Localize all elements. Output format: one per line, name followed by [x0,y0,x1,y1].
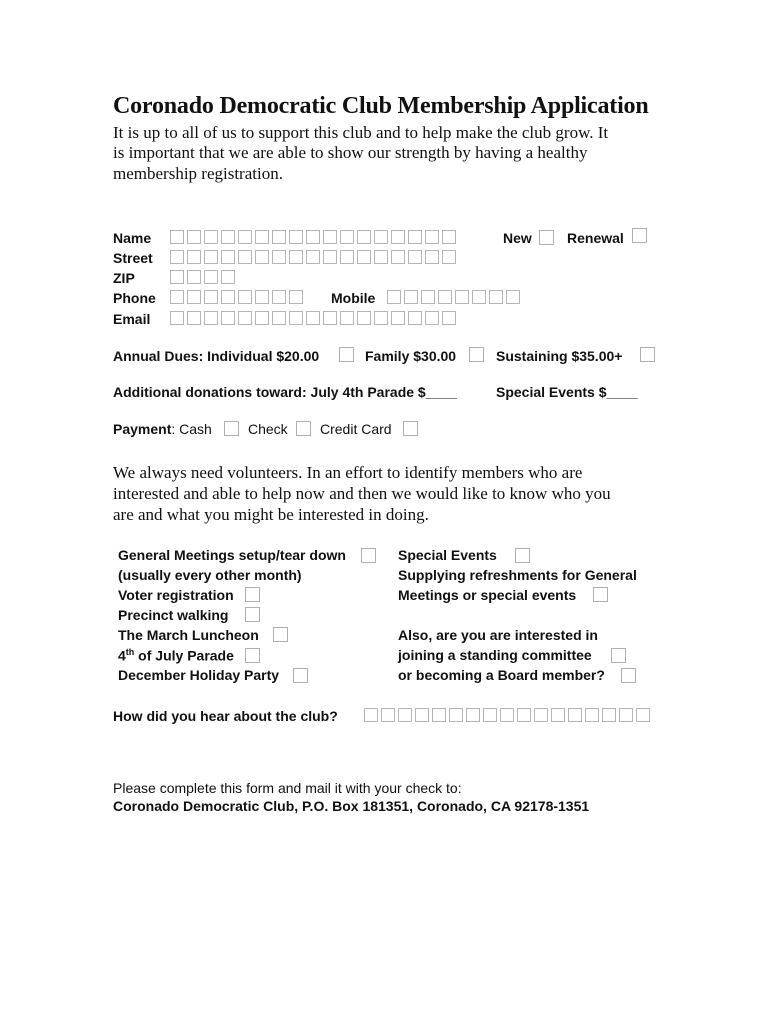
renewal-label: Renewal [567,230,624,246]
char-box[interactable] [357,250,371,264]
char-box[interactable] [381,708,395,722]
char-box[interactable] [340,230,354,244]
char-box[interactable] [483,708,497,722]
july-suffix: th [125,647,135,657]
holiday-checkbox[interactable] [293,668,308,683]
cash-checkbox[interactable] [224,421,239,436]
board-label: or becoming a Board member? [398,667,605,683]
dues-sustaining-label: Sustaining $35.00+ [496,348,623,364]
volunteer-intro-line-1: We always need volunteers. In an effort to identify members who are [113,463,583,482]
zip-label: ZIP [113,270,135,286]
char-box[interactable] [442,230,456,244]
committee-line-1: Also, are you are interested in [398,627,598,643]
char-box[interactable] [364,708,378,722]
char-box[interactable] [187,250,201,264]
char-box[interactable] [408,250,422,264]
volunteer-intro-line-3: are and what you might be interested in doing. [113,505,429,524]
char-box[interactable] [425,230,439,244]
char-box[interactable] [374,311,388,325]
char-box[interactable] [425,311,439,325]
name-label: Name [113,230,152,246]
luncheon-checkbox[interactable] [273,627,288,642]
char-box[interactable] [534,708,548,722]
char-box[interactable] [306,230,320,244]
char-box[interactable] [221,250,235,264]
payment-cash-label: : Cash [171,421,212,437]
char-box[interactable] [289,290,303,304]
char-box[interactable] [187,290,201,304]
char-box[interactable] [391,311,405,325]
char-box[interactable] [204,311,218,325]
dues-individual-label: Annual Dues: Individual $20.00 [113,348,320,364]
char-box[interactable] [357,230,371,244]
page-title: Coronado Democratic Club Membership Application [113,93,649,119]
char-box[interactable] [442,311,456,325]
check-checkbox[interactable] [296,421,311,436]
char-box[interactable] [289,250,303,264]
char-box[interactable] [187,230,201,244]
july-text: of July Parade [134,647,234,664]
payment-credit-label: Credit Card [320,421,392,437]
char-box[interactable] [323,230,337,244]
char-box[interactable] [408,230,422,244]
char-box[interactable] [619,708,633,722]
precinct-label: Precinct walking [118,607,229,623]
mobile-field[interactable] [387,290,523,304]
char-box[interactable] [187,311,201,325]
char-box[interactable] [374,250,388,264]
refreshments-line-1: Supplying refreshments for General [398,567,637,583]
street-field[interactable] [170,250,459,264]
mail-address: Coronado Democratic Club, P.O. Box 181351, Coronado, CA 92178-1351 [113,798,590,814]
char-box[interactable] [391,230,405,244]
char-box[interactable] [432,708,446,722]
july-parade-checkbox[interactable] [245,648,260,663]
char-box[interactable] [391,250,405,264]
july-number: 4 [118,647,126,664]
refreshments-checkbox[interactable] [593,587,608,602]
char-box[interactable] [323,250,337,264]
char-box[interactable] [289,230,303,244]
char-box[interactable] [238,311,252,325]
char-box[interactable] [221,311,235,325]
char-box[interactable] [204,250,218,264]
refreshments-line-2: Meetings or special events [398,587,577,603]
july-parade-label [118,647,234,664]
char-box[interactable] [636,708,650,722]
new-checkbox[interactable] [539,230,554,245]
char-box[interactable] [398,708,412,722]
char-box[interactable] [442,250,456,264]
new-label: New [503,230,532,246]
char-box[interactable] [466,708,480,722]
char-box[interactable] [187,270,201,284]
payment-label: Payment [113,421,172,437]
intro-line-3: membership registration. [113,164,283,183]
holiday-label: December Holiday Party [118,667,280,683]
char-box[interactable] [340,250,354,264]
intro-line-1: It is up to all of us to support this club and to help make the club grow. It [113,123,609,142]
char-box[interactable] [204,230,218,244]
char-box[interactable] [272,230,286,244]
char-box[interactable] [374,230,388,244]
char-box[interactable] [238,230,252,244]
char-box[interactable] [221,230,235,244]
donation-events-label: Special Events $____ [496,384,638,400]
char-box[interactable] [221,290,235,304]
payment-row [113,421,212,437]
char-box[interactable] [255,311,269,325]
char-box[interactable] [255,290,269,304]
sustaining-checkbox[interactable] [640,347,655,362]
voter-label: Voter registration [118,587,234,603]
board-checkbox[interactable] [621,668,636,683]
meetings-checkbox[interactable] [361,548,376,563]
char-box[interactable] [517,708,531,722]
char-box[interactable] [204,270,218,284]
char-box[interactable] [204,290,218,304]
name-field[interactable] [170,230,459,244]
char-box[interactable] [415,708,429,722]
char-box[interactable] [449,708,463,722]
char-box[interactable] [387,290,401,304]
char-box[interactable] [408,311,422,325]
char-box[interactable] [500,708,514,722]
phone-field[interactable] [170,290,306,304]
char-box[interactable] [472,290,486,304]
char-box[interactable] [551,708,565,722]
credit-card-checkbox[interactable] [403,421,418,436]
special-events-checkbox[interactable] [515,548,530,563]
renewal-checkbox[interactable] [632,228,647,243]
char-box[interactable] [489,290,503,304]
char-box[interactable] [306,250,320,264]
dues-family-label: Family $30.00 [365,348,457,364]
char-box[interactable] [272,290,286,304]
char-box[interactable] [170,290,184,304]
char-box[interactable] [340,311,354,325]
char-box[interactable] [306,311,320,325]
char-box[interactable] [585,708,599,722]
mobile-label: Mobile [331,290,376,306]
char-box[interactable] [221,270,235,284]
hear-label: How did you hear about the club? [113,708,338,724]
char-box[interactable] [272,250,286,264]
char-box[interactable] [425,250,439,264]
family-checkbox[interactable] [469,347,484,362]
email-field[interactable] [170,311,459,325]
hear-field[interactable] [364,708,653,722]
mail-instruction: Please complete this form and mail it with your check to: [113,780,462,796]
char-box[interactable] [602,708,616,722]
payment-check-label: Check [248,421,288,437]
char-box[interactable] [455,290,469,304]
meetings-label: General Meetings setup/tear down [118,547,346,563]
char-box[interactable] [272,311,286,325]
zip-field[interactable] [170,270,238,284]
char-box[interactable] [506,290,520,304]
char-box[interactable] [170,250,184,264]
char-box[interactable] [404,290,418,304]
char-box[interactable] [238,250,252,264]
donation-parade-label: Additional donations toward: July 4th Parade $____ [113,384,457,400]
committee-line-2: joining a standing committee [398,647,592,663]
luncheon-label: The March Luncheon [118,627,259,643]
email-label: Email [113,311,151,327]
intro-line-2: is important that we are able to show our strength by having a healthy [113,143,588,162]
committee-checkbox[interactable] [611,648,626,663]
special-events-label: Special Events [398,547,497,563]
char-box[interactable] [438,290,452,304]
individual-checkbox[interactable] [339,347,354,362]
volunteer-intro-line-2: interested and able to help now and then we would like to know who you [113,484,611,503]
street-label: Street [113,250,153,266]
phone-label: Phone [113,290,156,306]
char-box[interactable] [568,708,582,722]
char-box[interactable] [255,230,269,244]
voter-checkbox[interactable] [245,587,260,602]
meetings-note: (usually every other month) [118,567,302,583]
char-box[interactable] [289,311,303,325]
char-box[interactable] [170,311,184,325]
precinct-checkbox[interactable] [245,607,260,622]
char-box[interactable] [238,290,252,304]
char-box[interactable] [170,230,184,244]
char-box[interactable] [323,311,337,325]
char-box[interactable] [255,250,269,264]
char-box[interactable] [357,311,371,325]
char-box[interactable] [170,270,184,284]
char-box[interactable] [421,290,435,304]
